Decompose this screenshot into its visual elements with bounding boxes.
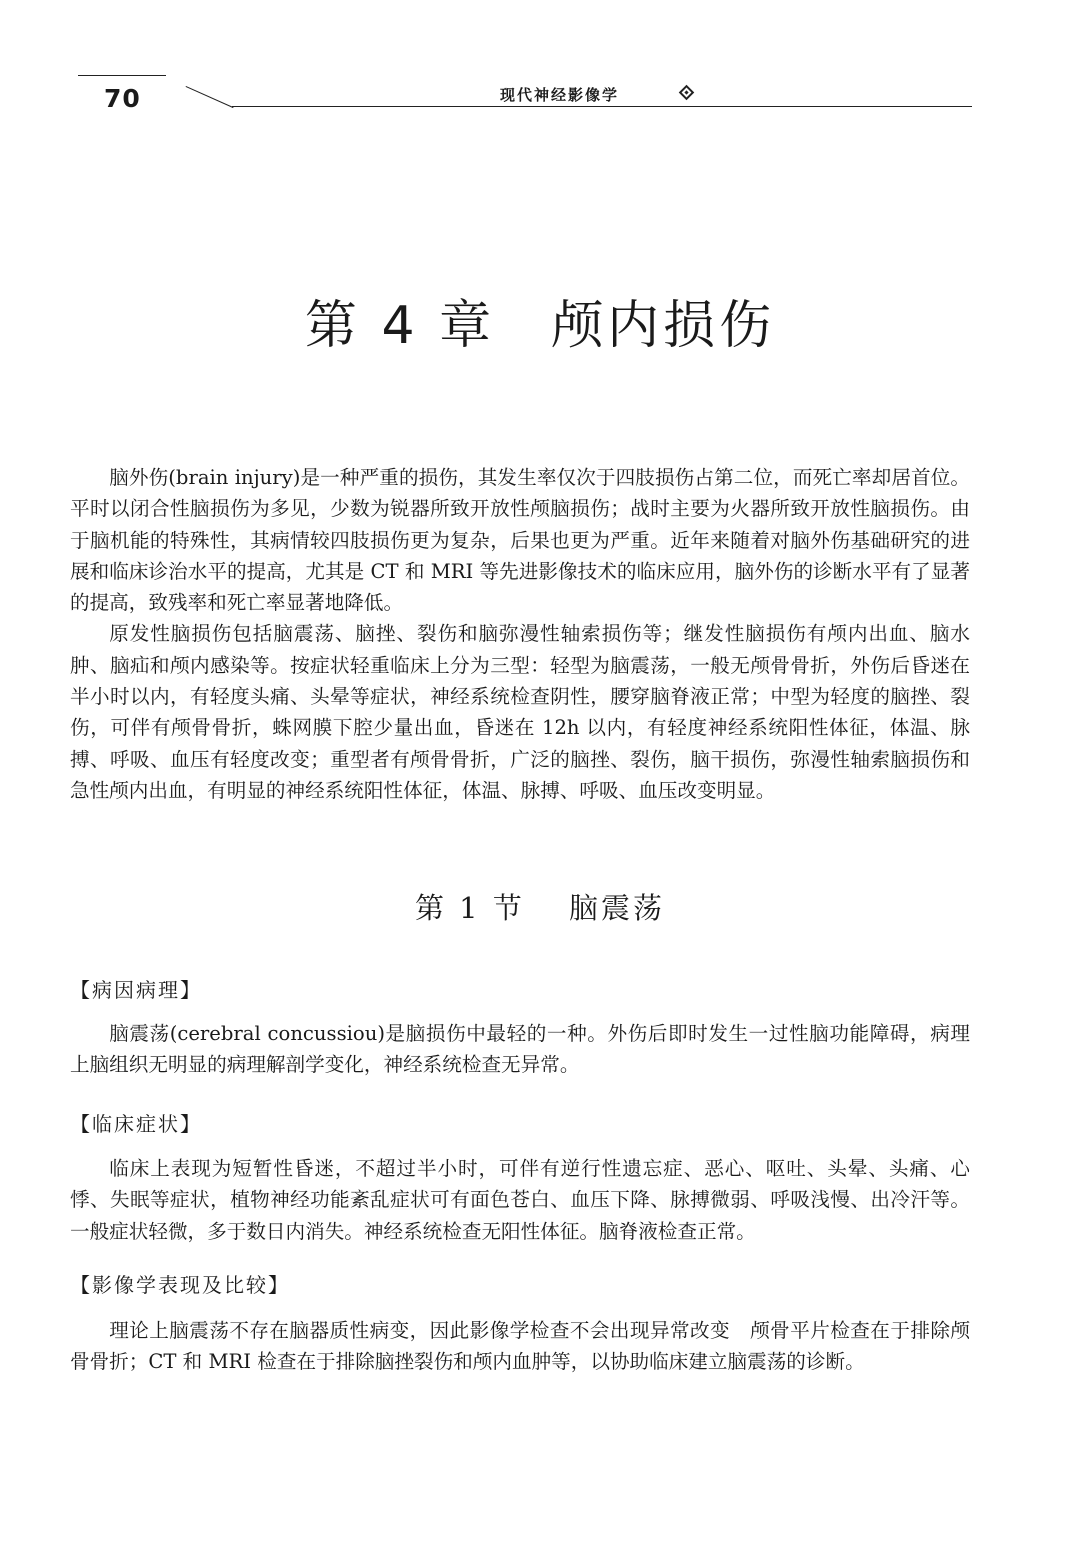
symptoms-paragraph: 临床上表现为短暂性昏迷，不超过半小时，可伴有逆行性遗忘症、恶心、呕吐、头晕、头痛、心悸、失眠等症状，植物神经功能紊乱症状可有面色苍白、血压下降、脉搏微弱、呼吸浅慢、出冷汗等。一般症状轻微，多于数日内消失。神经系统检查无阳性体征。脑脊液检查正常。 bbox=[70, 1157, 970, 1243]
subsection-text-symptoms bbox=[70, 1153, 970, 1247]
header-rule-left bbox=[78, 75, 166, 76]
header-rule-diagonal bbox=[186, 86, 234, 108]
page-number: 70 bbox=[104, 84, 141, 113]
subsection-heading-etiology: 【病因病理】 bbox=[70, 978, 202, 1002]
intro-text bbox=[70, 462, 970, 806]
subsection-heading-imaging: 【影像学表现及比较】 bbox=[70, 1273, 290, 1297]
section-title: 第 1 节 脑震荡 bbox=[414, 891, 666, 925]
etiology-paragraph: 脑震荡(cerebral concussiou)是脑损伤中最轻的一种。外伤后即时发生一过性脑功能障碍，病理上脑组织无明显的病理解剖学变化，神经系统检查无异常。 bbox=[70, 1022, 970, 1077]
imaging-paragraph: 理论上脑震荡不存在脑器质性病变，因此影像学检查不会出现异常改变 颅骨平片检查在于排除颅骨骨折；CT 和 MRI 检查在于排除脑挫裂伤和颅内血肿等，以协助临床建立脑震荡的诊断。 bbox=[70, 1319, 970, 1374]
subsection-text-etiology bbox=[70, 1018, 970, 1081]
header-rule-main bbox=[232, 106, 972, 107]
diamond-icon bbox=[679, 85, 695, 101]
running-title: 现代神经影像学 bbox=[500, 86, 620, 104]
subsection-text-imaging bbox=[70, 1315, 970, 1378]
chapter-title: 第 4 章 颅内损伤 bbox=[304, 296, 776, 356]
intro-paragraph-1: 脑外伤(brain injury)是一种严重的损伤，其发生率仅次于四肢损伤占第二位，而死亡率却居首位。平时以闭合性脑损伤为多见，少数为锐器所致开放性颅脑损伤；战时主要为火器所致开放性脑损伤。由于脑机能的特殊性，其病情较四肢损伤更为复杂，后果也更为严重。近年来随着对脑外伤基础研究的进展和临床诊治水平的提高，尤其是 CT 和 MRI 等先进影像技术的临床应用，脑外伤的诊断水平有了显著的提高，致残率和死亡率显著地降低。 bbox=[70, 466, 970, 615]
subsection-heading-symptoms: 【临床症状】 bbox=[70, 1112, 202, 1136]
intro-paragraph-2: 原发性脑损伤包括脑震荡、脑挫、裂伤和脑弥漫性轴索损伤等；继发性脑损伤有颅内出血、脑水肿、脑疝和颅内感染等。按症状轻重临床上分为三型：轻型为脑震荡，一般无颅骨骨折，外伤后昏迷在半小时以内，有轻度头痛、头晕等症状，神经系统检查阴性，腰穿脑脊液正常；中型为轻度的脑挫、裂伤，可伴有颅骨骨折，蛛网膜下腔少量出血，昏迷在 12h 以内，有轻度神经系统阳性体征，体温、脉搏、呼吸、血压有轻度改变；重型者有颅骨骨折，广泛的脑挫、裂伤，脑干损伤，弥漫性轴索脑损伤和急性颅内出血，有明显的神经系统阳性体征，体温、脉搏、呼吸、血压改变明显。 bbox=[70, 622, 970, 802]
